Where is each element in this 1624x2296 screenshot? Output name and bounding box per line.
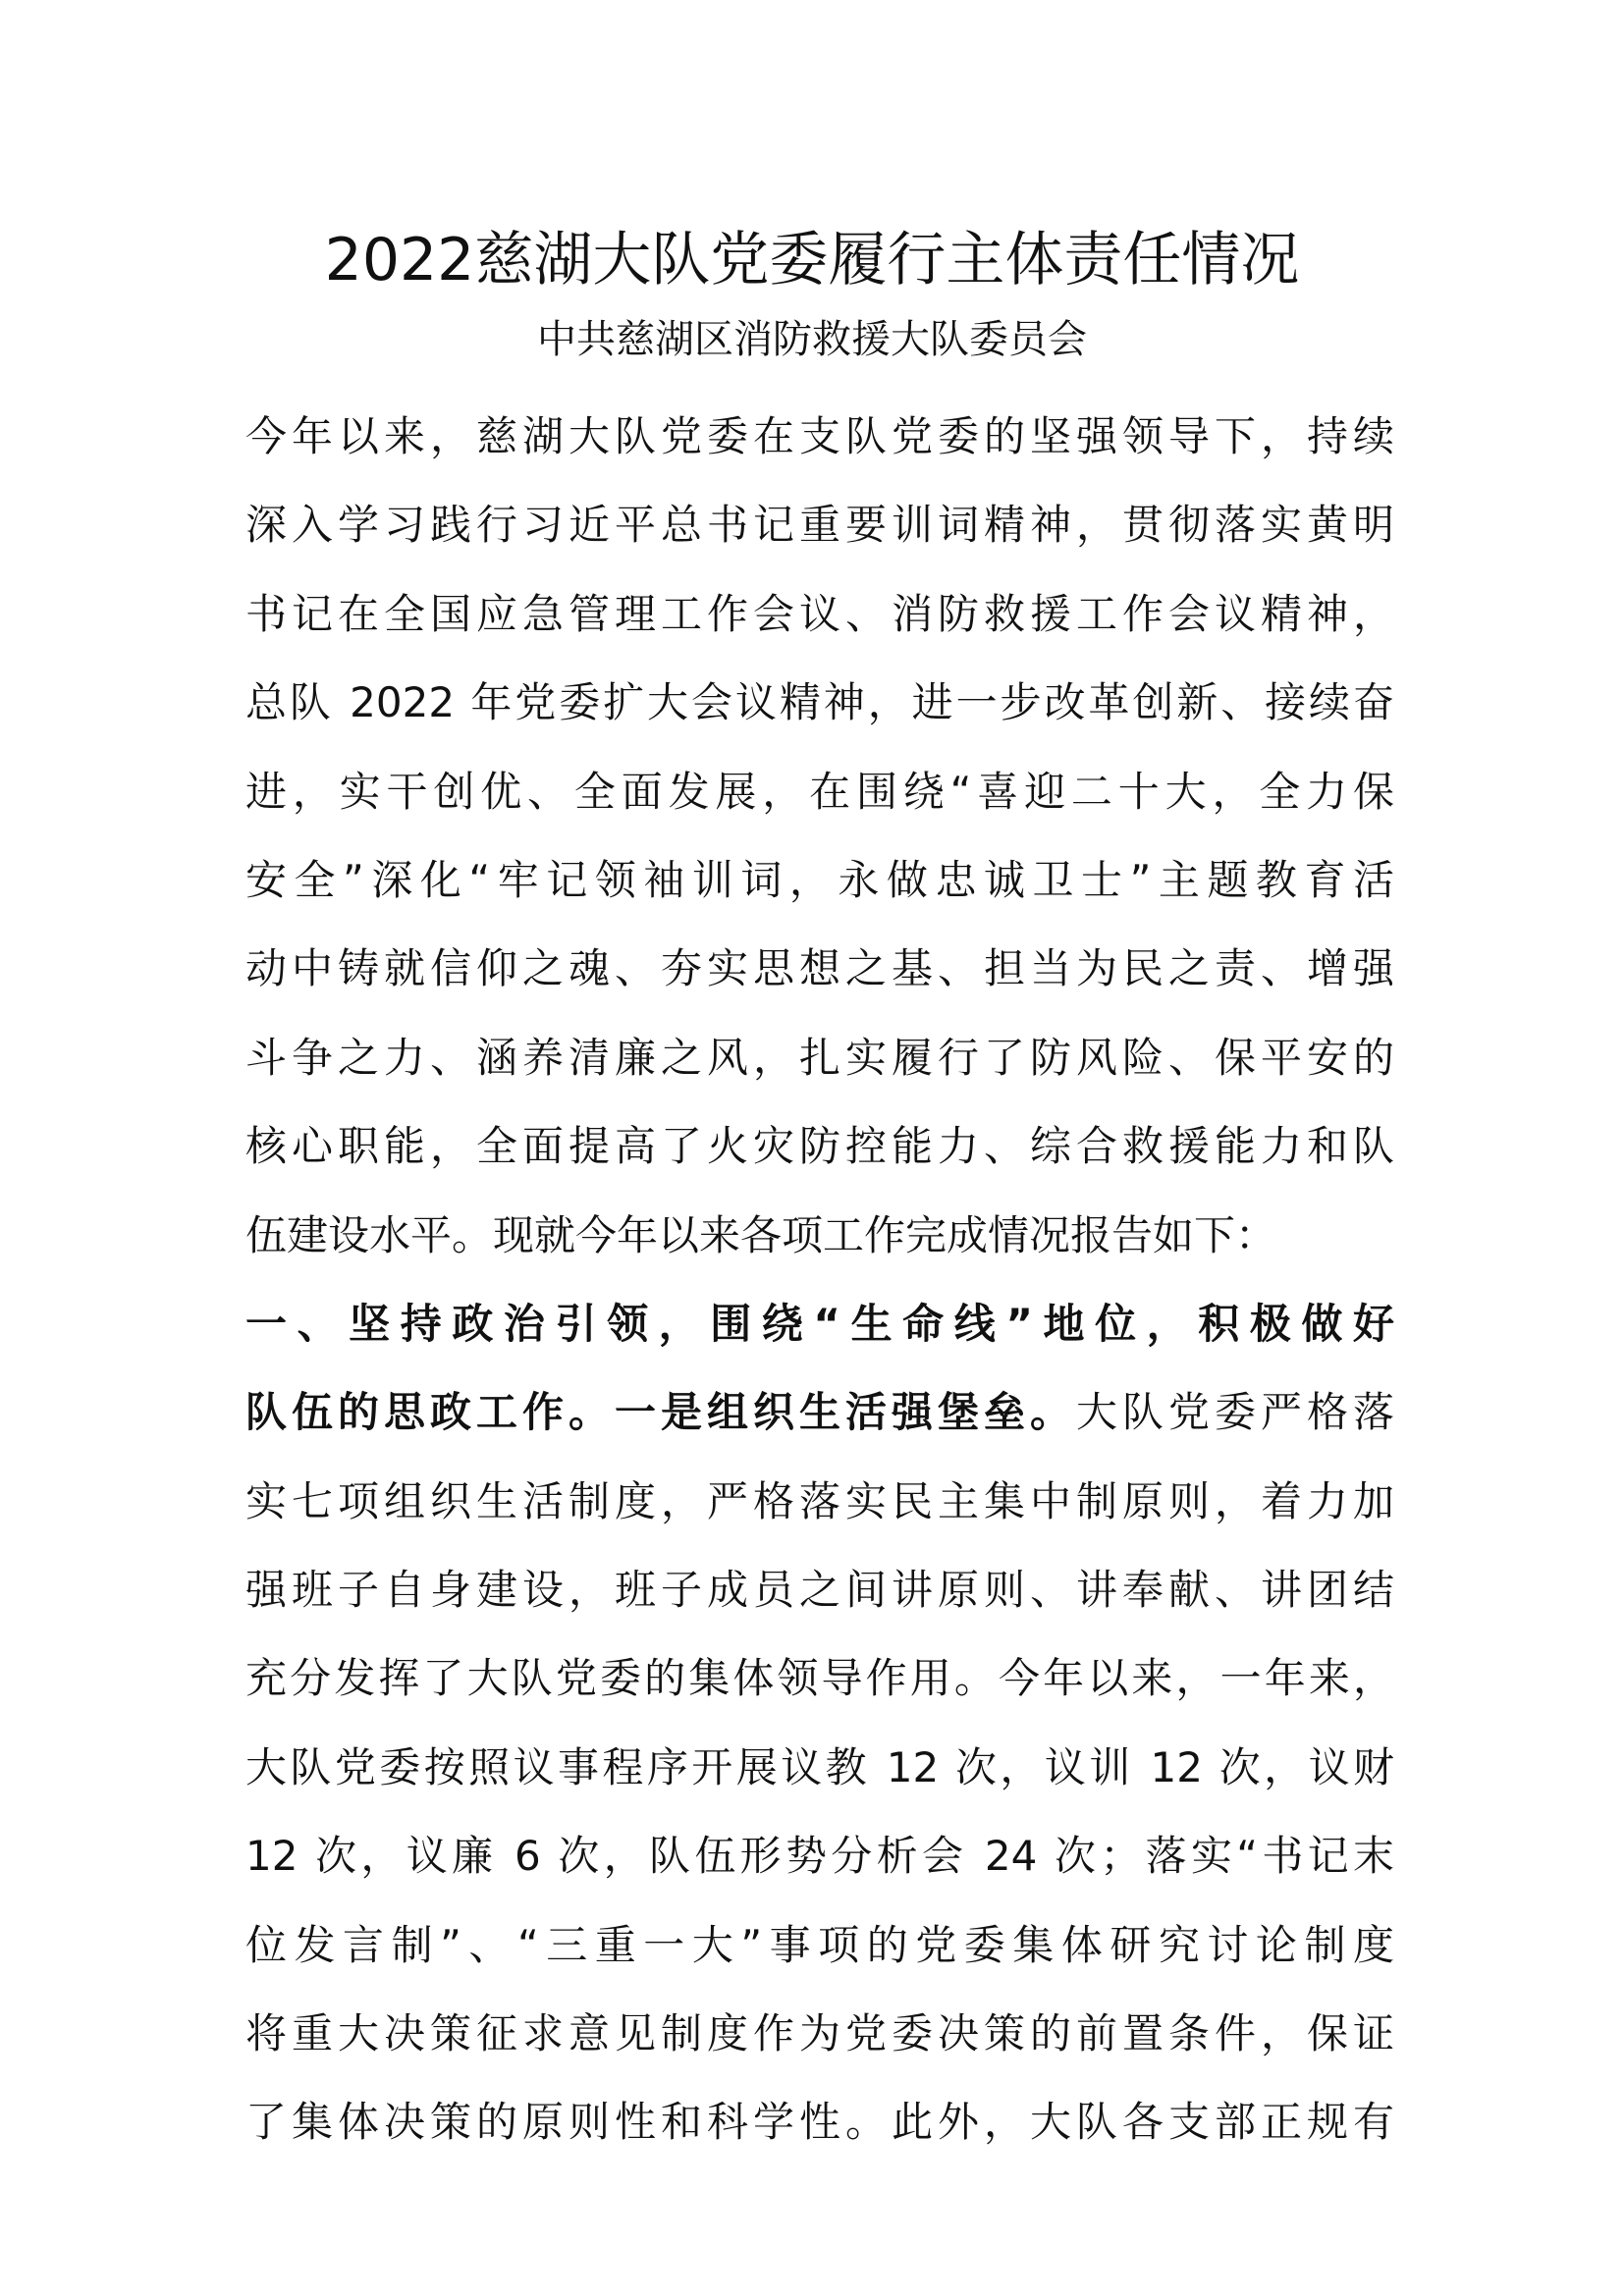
body-line: 实七项组织生活制度，严格落实民主集中制原则，着力加 bbox=[245, 1476, 1394, 1525]
body-line: 大队党委按照议事程序开展议教 12 次，议训 12 次，议财 bbox=[245, 1742, 1394, 1791]
document-body bbox=[245, 401, 1394, 2176]
section-heading: 一、坚持政治引领，围绕“生命线”地位，积极做好 bbox=[245, 1299, 1394, 1348]
body-line: 安全”深化“牢记领袖训词，永做忠诚卫士”主题教育活 bbox=[245, 855, 1394, 904]
body-line: 进，实干创优、全面发展，在围绕“喜迎二十大，全力保 bbox=[245, 767, 1394, 816]
body-line: 今年以来，慈湖大队党委在支队党委的坚强领导下，持续 bbox=[245, 412, 1394, 460]
body-line: 12 次，议廉 6 次，队伍形势分析会 24 次；落实“书记末 bbox=[245, 1832, 1394, 1881]
body-line: 核心职能，全面提高了火灾防控能力、综合救援能力和队 bbox=[245, 1122, 1394, 1171]
page-title: 2022慈湖大队党委履行主体责任情况 bbox=[324, 226, 1300, 294]
body-text: 大队党委严格落 bbox=[1075, 1388, 1394, 1437]
body-line: 将重大决策征求意见制度作为党委决策的前置条件，保证 bbox=[245, 2009, 1394, 2058]
subsection-heading: 队伍的思政工作。一是组织生活强堡垒。 bbox=[245, 1388, 1076, 1437]
body-line: 强班子自身建设，班子成员之间讲原则、讲奉献、讲团结 bbox=[245, 1566, 1394, 1615]
body-line: 充分发挥了大队党委的集体领导作用。今年以来，一年来， bbox=[245, 1654, 1394, 1703]
body-line: 了集体决策的原则性和科学性。此外，大队各支部正规有 bbox=[245, 2098, 1394, 2147]
body-line: 书记在全国应急管理工作会议、消防救援工作会议精神， bbox=[245, 589, 1394, 638]
body-line: 伍建设水平。现就今年以来各项工作完成情况报告如下： bbox=[245, 1210, 1277, 1259]
body-line: 斗争之力、涵养清廉之风，扎实履行了防风险、保平安的 bbox=[245, 1033, 1394, 1082]
body-line: 总队 2022 年党委扩大会议精神，进一步改革创新、接续奋 bbox=[245, 678, 1394, 727]
body-line: 动中铸就信仰之魂、夯实思想之基、担当为民之责、增强 bbox=[245, 944, 1394, 993]
body-line: 深入学习践行习近平总书记重要训词精神，贯彻落实黄明 bbox=[245, 501, 1394, 550]
body-line: 位发言制”、“三重一大”事项的党委集体研究讨论制度 bbox=[245, 1920, 1394, 1969]
body-line bbox=[245, 1377, 1394, 1466]
page-subtitle: 中共慈湖区消防救援大队委员会 bbox=[537, 317, 1087, 362]
